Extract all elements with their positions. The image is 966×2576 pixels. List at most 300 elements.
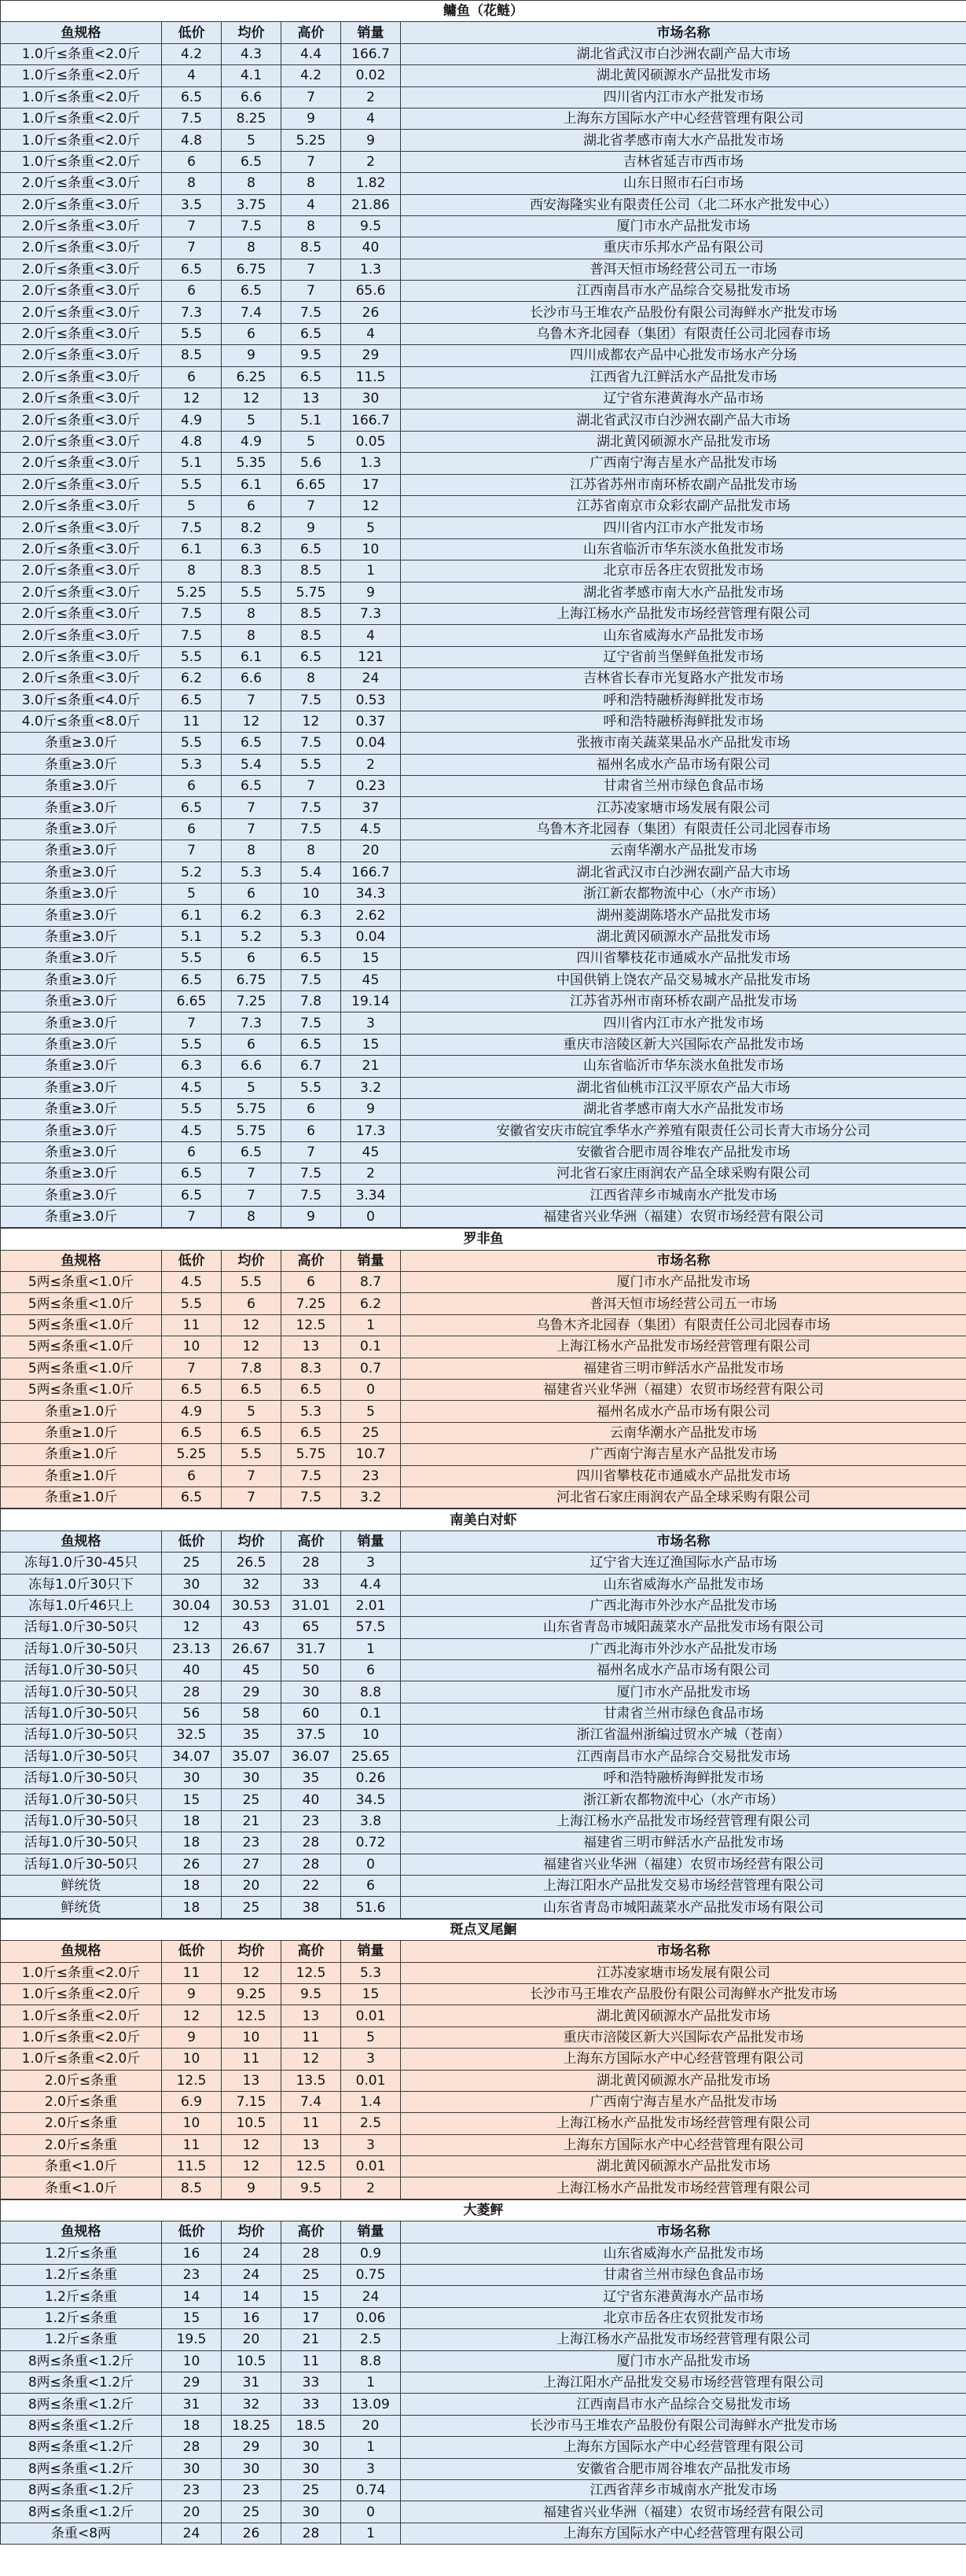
section-title-row <box>1 1229 966 1250</box>
market-name-cell: 上海江杨水产品批发市场经营管理有限公司 <box>401 1810 966 1832</box>
volume-cell: 20 <box>341 840 401 862</box>
market-name-cell: 湖北黄冈硕源水产品批发市场 <box>401 926 966 947</box>
avg-price-cell: 7 <box>222 1486 281 1508</box>
high-price-cell: 31.01 <box>281 1595 341 1616</box>
market-name-cell: 河北省石家庄雨润农产品全球采购有限公司 <box>401 1163 966 1185</box>
table-row <box>1 1962 966 1983</box>
avg-price-cell: 6.75 <box>222 969 281 990</box>
low-price-cell: 18 <box>162 2415 222 2436</box>
market-name-cell: 湖北黄冈硕源水产品批发市场 <box>401 2005 966 2027</box>
high-price-cell: 7.5 <box>281 1163 341 1185</box>
spec-cell: 2.0斤≤条重<3.0斤 <box>1 646 162 667</box>
avg-price-cell: 8.3 <box>222 560 281 582</box>
low-price-cell: 5.5 <box>162 733 222 754</box>
volume-cell: 0.7 <box>341 1358 401 1379</box>
high-price-cell: 6.5 <box>281 1380 341 1401</box>
table-row <box>1 215 966 237</box>
spec-cell: 2.0斤≤条重<3.0斤 <box>1 668 162 689</box>
table-row <box>1 538 966 560</box>
avg-price-cell: 9.25 <box>222 1983 281 2005</box>
table-row <box>1 1012 966 1034</box>
low-price-cell: 6.5 <box>162 689 222 711</box>
spec-header: 鱼规格 <box>1 22 162 43</box>
section-title-row <box>1 2199 966 2221</box>
table-row <box>1 2329 966 2350</box>
market-name-cell: 甘肃省兰州市绿色食品市场 <box>401 2265 966 2286</box>
avg-price-cell: 12 <box>222 388 281 410</box>
avg-price-cell: 7.8 <box>222 1358 281 1379</box>
low-price-cell: 6 <box>162 776 222 797</box>
low-price-cell: 32.5 <box>162 1725 222 1746</box>
table-row <box>1 2394 966 2415</box>
spec-cell: 3.0斤≤条重<4.0斤 <box>1 689 162 711</box>
spec-cell: 条重<8两 <box>1 2523 162 2544</box>
volume-cell: 45 <box>341 969 401 990</box>
spec-cell: 2.0斤≤条重 <box>1 2134 162 2155</box>
spec-cell: 5两≤条重<1.0斤 <box>1 1380 162 1401</box>
high-price-cell: 7.5 <box>281 818 341 840</box>
high-price-cell: 6.5 <box>281 538 341 560</box>
table-row <box>1 560 966 582</box>
low-price-cell: 40 <box>162 1660 222 1681</box>
avg-price-cell: 5.2 <box>222 926 281 947</box>
volume-cell: 0.74 <box>341 2479 401 2501</box>
table-row <box>1 1141 966 1163</box>
market-name-cell: 浙江省温州浙编过贸水产城（苍南） <box>401 1725 966 1746</box>
volume-cell: 3 <box>341 2458 401 2479</box>
volume-cell: 17 <box>341 474 401 495</box>
spec-cell: 活每1.0斤30-50只 <box>1 1681 162 1703</box>
fish-section-table <box>0 0 966 1228</box>
low-price-cell: 11 <box>162 1962 222 1983</box>
section-title: 斑点叉尾鮰 <box>1 1919 966 1940</box>
table-row <box>1 1358 966 1379</box>
low-price-cell: 11 <box>162 711 222 732</box>
market-name-cell: 长沙市马王堆农产品股份有限公司海鲜水产批发市场 <box>401 2415 966 2436</box>
low-price-cell: 6.5 <box>162 969 222 990</box>
avg-price-cell: 7 <box>222 689 281 711</box>
low-price-cell: 30 <box>162 2458 222 2479</box>
high-price-cell: 11 <box>281 2350 341 2372</box>
avg-price-cell: 7.15 <box>222 2091 281 2112</box>
volume-cell: 37 <box>341 797 401 818</box>
table-row <box>1 2265 966 2286</box>
low-price-cell: 4.8 <box>162 130 222 151</box>
table-row <box>1 711 966 732</box>
volume-cell: 3.2 <box>341 1077 401 1098</box>
table-row <box>1 323 966 344</box>
market-name-cell: 云南华潮水产品批发市场 <box>401 840 966 862</box>
avg-price-cell: 23 <box>222 1832 281 1854</box>
table-row <box>1 259 966 280</box>
fish-section-table <box>0 1228 966 1508</box>
high-price-cell: 13 <box>281 388 341 410</box>
market-name-cell: 广西南宁海吉星水产品批发市场 <box>401 2091 966 2112</box>
high-price-cell: 9.5 <box>281 1983 341 2005</box>
fish-section-table <box>0 2199 966 2545</box>
avg-price-cell: 9 <box>222 345 281 366</box>
market-name-cell: 甘肃省兰州市绿色食品市场 <box>401 1703 966 1724</box>
spec-cell: 2.0斤≤条重 <box>1 2091 162 2112</box>
high-price-cell: 7 <box>281 259 341 280</box>
table-row <box>1 1163 966 1185</box>
low-price-cell: 14 <box>162 2286 222 2307</box>
low-price-cell: 18 <box>162 1875 222 1896</box>
spec-cell: 1.0斤≤条重<2.0斤 <box>1 1983 162 2005</box>
avg-price-cell: 8 <box>222 1206 281 1227</box>
avg-price-cell: 10.5 <box>222 2350 281 2372</box>
low-price-cell: 6 <box>162 1141 222 1163</box>
market-name-cell: 普洱天恒市场经营公司五一市场 <box>401 1293 966 1314</box>
volume-header: 销量 <box>341 1531 401 1552</box>
table-row <box>1 2243 966 2264</box>
high-price-cell: 5.75 <box>281 582 341 603</box>
table-row <box>1 2350 966 2372</box>
low-price-cell: 10 <box>162 2113 222 2134</box>
low-price-cell: 3.5 <box>162 194 222 215</box>
high-price-cell: 6.5 <box>281 1034 341 1055</box>
volume-cell: 10 <box>341 1725 401 1746</box>
table-row <box>1 1638 966 1659</box>
low-price-cell: 6.3 <box>162 1056 222 1077</box>
high-price-cell: 9.5 <box>281 345 341 366</box>
avg-price-cell: 4.3 <box>222 43 281 64</box>
low-price-cell: 6.65 <box>162 990 222 1012</box>
high-price-cell: 7 <box>281 151 341 172</box>
volume-cell: 3.2 <box>341 1486 401 1508</box>
low-price-cell: 18 <box>162 1897 222 1918</box>
table-row <box>1 2479 966 2501</box>
spec-cell: 2.0斤≤条重<3.0斤 <box>1 625 162 646</box>
fish-section-table <box>0 1508 966 1918</box>
volume-cell: 8.8 <box>341 1681 401 1703</box>
market-name-cell: 山东省临沂市华东淡水鱼批发市场 <box>401 538 966 560</box>
low-price-cell: 29 <box>162 2372 222 2393</box>
volume-header: 销量 <box>341 2221 401 2243</box>
avg-price-cell: 6 <box>222 495 281 516</box>
market-name-cell: 广西南宁海吉星水产品批发市场 <box>401 453 966 474</box>
high-price-cell: 12.5 <box>281 1962 341 1983</box>
market-name-cell: 江西南昌市水产品综合交易批发市场 <box>401 1746 966 1767</box>
spec-cell: 条重≥3.0斤 <box>1 1163 162 1185</box>
spec-cell: 条重≥3.0斤 <box>1 926 162 947</box>
market-name-cell: 山东省威海水产品批发市场 <box>401 2243 966 2264</box>
high-price-cell: 13 <box>281 2134 341 2155</box>
spec-cell: 8两≤条重<1.2斤 <box>1 2350 162 2372</box>
high-price-cell: 6.7 <box>281 1056 341 1077</box>
section-title-row <box>1 1509 966 1531</box>
low-price-cell: 6.5 <box>162 86 222 108</box>
high-price-cell: 7 <box>281 1141 341 1163</box>
market-name-cell: 四川省内江市水产批发市场 <box>401 517 966 538</box>
low-price-cell: 6 <box>162 151 222 172</box>
avg-price-cell: 7.3 <box>222 1012 281 1034</box>
low-price-cell: 8 <box>162 173 222 194</box>
avg-price-cell: 45 <box>222 1660 281 1681</box>
table-row <box>1 2091 966 2112</box>
spec-cell: 条重≥3.0斤 <box>1 884 162 905</box>
low-price-cell: 6 <box>162 281 222 302</box>
market-name-cell: 山东省青岛市城阳蔬菜水产品批发市场有限公司 <box>401 1617 966 1638</box>
high-price-cell: 5.1 <box>281 410 341 431</box>
low-price-header: 低价 <box>162 2221 222 2243</box>
spec-cell: 2.0斤≤条重<3.0斤 <box>1 410 162 431</box>
table-row <box>1 130 966 151</box>
low-price-cell: 18 <box>162 1810 222 1832</box>
table-row <box>1 733 966 754</box>
spec-cell: 5两≤条重<1.0斤 <box>1 1293 162 1314</box>
volume-cell: 1 <box>341 1314 401 1336</box>
table-row <box>1 1486 966 1508</box>
table-row <box>1 173 966 194</box>
table-row <box>1 453 966 474</box>
table-row <box>1 1574 966 1595</box>
low-price-cell: 7 <box>162 840 222 862</box>
low-price-header: 低价 <box>162 1531 222 1552</box>
low-price-cell: 5.5 <box>162 1034 222 1055</box>
spec-cell: 活每1.0斤30-50只 <box>1 1789 162 1810</box>
avg-price-cell: 20 <box>222 2329 281 2350</box>
high-price-cell: 5 <box>281 431 341 452</box>
volume-cell: 0.02 <box>341 65 401 86</box>
low-price-cell: 12 <box>162 1617 222 1638</box>
market-name-cell: 四川成都农产品中心批发市场水产分场 <box>401 345 966 366</box>
market-name-cell: 厦门市水产品批发市场 <box>401 215 966 237</box>
low-price-cell: 5.5 <box>162 1098 222 1119</box>
volume-cell: 34.3 <box>341 884 401 905</box>
high-price-cell: 33 <box>281 2372 341 2393</box>
low-price-cell: 6.2 <box>162 668 222 689</box>
table-row <box>1 818 966 840</box>
spec-cell: 1.0斤≤条重<2.0斤 <box>1 2005 162 2027</box>
table-row <box>1 884 966 905</box>
volume-cell: 2 <box>341 2177 401 2199</box>
low-price-cell: 11 <box>162 2134 222 2155</box>
high-price-cell: 7.5 <box>281 689 341 711</box>
avg-price-cell: 30 <box>222 1768 281 1789</box>
volume-cell: 6 <box>341 1875 401 1896</box>
table-row <box>1 840 966 862</box>
volume-cell: 4 <box>341 323 401 344</box>
spec-cell: 4.0斤≤条重<8.0斤 <box>1 711 162 732</box>
table-row <box>1 1380 966 1401</box>
volume-cell: 6 <box>341 1660 401 1681</box>
low-price-cell: 7.5 <box>162 108 222 129</box>
volume-cell: 121 <box>341 646 401 667</box>
volume-cell: 0 <box>341 1854 401 1875</box>
low-price-cell: 5.3 <box>162 754 222 775</box>
table-row <box>1 603 966 624</box>
spec-cell: 冻每1.0斤30只下 <box>1 1574 162 1595</box>
volume-cell: 3 <box>341 1553 401 1574</box>
low-price-cell: 6.5 <box>162 1185 222 1206</box>
avg-price-cell: 14 <box>222 2286 281 2307</box>
high-price-cell: 7.25 <box>281 1293 341 1314</box>
low-price-cell: 12.5 <box>162 2070 222 2091</box>
market-name-cell: 湖北黄冈硕源水产品批发市场 <box>401 431 966 452</box>
avg-price-cell: 5 <box>222 130 281 151</box>
volume-cell: 26 <box>341 302 401 323</box>
low-price-cell: 12 <box>162 388 222 410</box>
volume-cell: 0 <box>341 1380 401 1401</box>
table-row <box>1 2437 966 2458</box>
low-price-cell: 5.1 <box>162 926 222 947</box>
spec-cell: 活每1.0斤30-50只 <box>1 1660 162 1681</box>
avg-price-cell: 6.6 <box>222 86 281 108</box>
spec-cell: 2.0斤≤条重<3.0斤 <box>1 582 162 603</box>
market-name-cell: 浙江新农都物流中心（水产市场） <box>401 1789 966 1810</box>
avg-price-cell: 8 <box>222 173 281 194</box>
market-name-cell: 湖北省武汉市白沙洲农副产品大市场 <box>401 410 966 431</box>
avg-price-cell: 12 <box>222 1962 281 1983</box>
avg-price-cell: 8.25 <box>222 108 281 129</box>
low-price-cell: 6.9 <box>162 2091 222 2112</box>
table-row <box>1 495 966 516</box>
market-name-cell: 上海江杨水产品批发市场经营管理有限公司 <box>401 603 966 624</box>
market-name-cell: 湖北省仙桃市江汉平原农产品大市场 <box>401 1077 966 1098</box>
avg-price-cell: 6.5 <box>222 1380 281 1401</box>
volume-cell: 21.86 <box>341 194 401 215</box>
market-name-cell: 湖州菱湖陈塔水产品批发市场 <box>401 905 966 926</box>
high-price-cell: 30 <box>281 2437 341 2458</box>
market-name-cell: 江苏凌家塘市场发展有限公司 <box>401 797 966 818</box>
high-price-cell: 5.3 <box>281 1401 341 1422</box>
low-price-cell: 10 <box>162 2049 222 2070</box>
table-row <box>1 1660 966 1681</box>
table-row <box>1 366 966 388</box>
volume-cell: 20 <box>341 2415 401 2436</box>
volume-cell: 8.7 <box>341 1272 401 1293</box>
high-price-cell: 5.3 <box>281 926 341 947</box>
avg-price-cell: 5 <box>222 1401 281 1422</box>
low-price-cell: 6.5 <box>162 1380 222 1401</box>
high-price-cell: 6.5 <box>281 1422 341 1443</box>
market-name-cell: 浙江新农都物流中心（水产市场） <box>401 884 966 905</box>
low-price-cell: 6 <box>162 366 222 388</box>
avg-price-cell: 6.25 <box>222 366 281 388</box>
table-row <box>1 65 966 86</box>
market-name-cell: 湖北黄冈硕源水产品批发市场 <box>401 2156 966 2177</box>
table-row <box>1 2070 966 2091</box>
spec-cell: 条重≥3.0斤 <box>1 1077 162 1098</box>
low-price-cell: 5.5 <box>162 474 222 495</box>
spec-cell: 2.0斤≤条重<3.0斤 <box>1 237 162 259</box>
high-price-cell: 8.5 <box>281 603 341 624</box>
avg-price-cell: 5.5 <box>222 582 281 603</box>
column-header-row <box>1 1531 966 1552</box>
spec-cell: 2.0斤≤条重<3.0斤 <box>1 323 162 344</box>
low-price-cell: 7.3 <box>162 302 222 323</box>
spec-cell: 8两≤条重<1.2斤 <box>1 2437 162 2458</box>
market-name-cell: 四川省攀枝花市通威水产品批发市场 <box>401 1465 966 1486</box>
high-price-cell: 28 <box>281 1832 341 1854</box>
high-price-cell: 9 <box>281 108 341 129</box>
avg-price-cell: 58 <box>222 1703 281 1724</box>
volume-cell: 1 <box>341 2372 401 2393</box>
avg-price-cell: 6.1 <box>222 646 281 667</box>
table-row <box>1 1810 966 1832</box>
low-price-cell: 7 <box>162 1012 222 1034</box>
market-name-header: 市场名称 <box>401 1250 966 1271</box>
low-price-cell: 7.5 <box>162 625 222 646</box>
avg-price-cell: 18.25 <box>222 2415 281 2436</box>
low-price-cell: 4.9 <box>162 410 222 431</box>
high-price-cell: 6 <box>281 1098 341 1119</box>
volume-cell: 9 <box>341 1098 401 1119</box>
low-price-cell: 56 <box>162 1703 222 1724</box>
volume-cell: 11.5 <box>341 366 401 388</box>
market-name-cell: 乌鲁木齐北园春（集团）有限责任公司北园春市场 <box>401 1314 966 1336</box>
table-row <box>1 1983 966 2005</box>
avg-price-cell: 25 <box>222 1789 281 1810</box>
avg-price-cell: 6.5 <box>222 281 281 302</box>
volume-cell: 1.82 <box>341 173 401 194</box>
table-row <box>1 1832 966 1854</box>
high-price-cell: 7.5 <box>281 1185 341 1206</box>
table-row <box>1 1725 966 1746</box>
high-price-cell: 28 <box>281 2243 341 2264</box>
high-price-cell: 12.5 <box>281 2156 341 2177</box>
low-price-cell: 7 <box>162 215 222 237</box>
spec-cell: 条重≥3.0斤 <box>1 1185 162 1206</box>
spec-cell: 条重≥3.0斤 <box>1 990 162 1012</box>
avg-price-cell: 6 <box>222 1034 281 1055</box>
volume-cell: 4 <box>341 625 401 646</box>
high-price-header: 高价 <box>281 2221 341 2243</box>
high-price-cell: 17 <box>281 2307 341 2328</box>
table-row <box>1 431 966 452</box>
high-price-cell: 11 <box>281 2113 341 2134</box>
volume-cell: 9.5 <box>341 215 401 237</box>
low-price-cell: 10 <box>162 1336 222 1358</box>
high-price-cell: 8 <box>281 215 341 237</box>
high-price-cell: 28 <box>281 1553 341 1574</box>
high-price-cell: 37.5 <box>281 1725 341 1746</box>
low-price-cell: 28 <box>162 2437 222 2458</box>
table-row <box>1 905 966 926</box>
volume-cell: 1 <box>341 560 401 582</box>
spec-cell: 条重<1.0斤 <box>1 2156 162 2177</box>
market-name-cell: 湖北省武汉市白沙洲农副产品大市场 <box>401 43 966 64</box>
low-price-header: 低价 <box>162 1250 222 1271</box>
high-price-cell: 7 <box>281 281 341 302</box>
spec-header: 鱼规格 <box>1 1250 162 1271</box>
spec-cell: 条重≥3.0斤 <box>1 1012 162 1034</box>
high-price-cell: 8.5 <box>281 237 341 259</box>
avg-price-header: 均价 <box>222 22 281 43</box>
spec-cell: 2.0斤≤条重<3.0斤 <box>1 194 162 215</box>
low-price-cell: 6.1 <box>162 905 222 926</box>
market-name-cell: 江苏省南京市众彩农副产品批发市场 <box>401 495 966 516</box>
low-price-cell: 30.04 <box>162 1595 222 1616</box>
table-row <box>1 2177 966 2199</box>
high-price-cell: 31.7 <box>281 1638 341 1659</box>
volume-cell: 2 <box>341 151 401 172</box>
high-price-cell: 6.3 <box>281 905 341 926</box>
high-price-cell: 5.6 <box>281 453 341 474</box>
volume-cell: 0.9 <box>341 2243 401 2264</box>
avg-price-cell: 26.67 <box>222 1638 281 1659</box>
table-row <box>1 2005 966 2027</box>
low-price-cell: 8.5 <box>162 2177 222 2199</box>
table-row <box>1 926 966 947</box>
high-price-cell: 30 <box>281 1681 341 1703</box>
high-price-cell: 33 <box>281 2394 341 2415</box>
volume-cell: 0.37 <box>341 711 401 732</box>
low-price-cell: 31 <box>162 2394 222 2415</box>
volume-cell: 0.23 <box>341 776 401 797</box>
spec-cell: 1.2斤≤条重 <box>1 2286 162 2307</box>
